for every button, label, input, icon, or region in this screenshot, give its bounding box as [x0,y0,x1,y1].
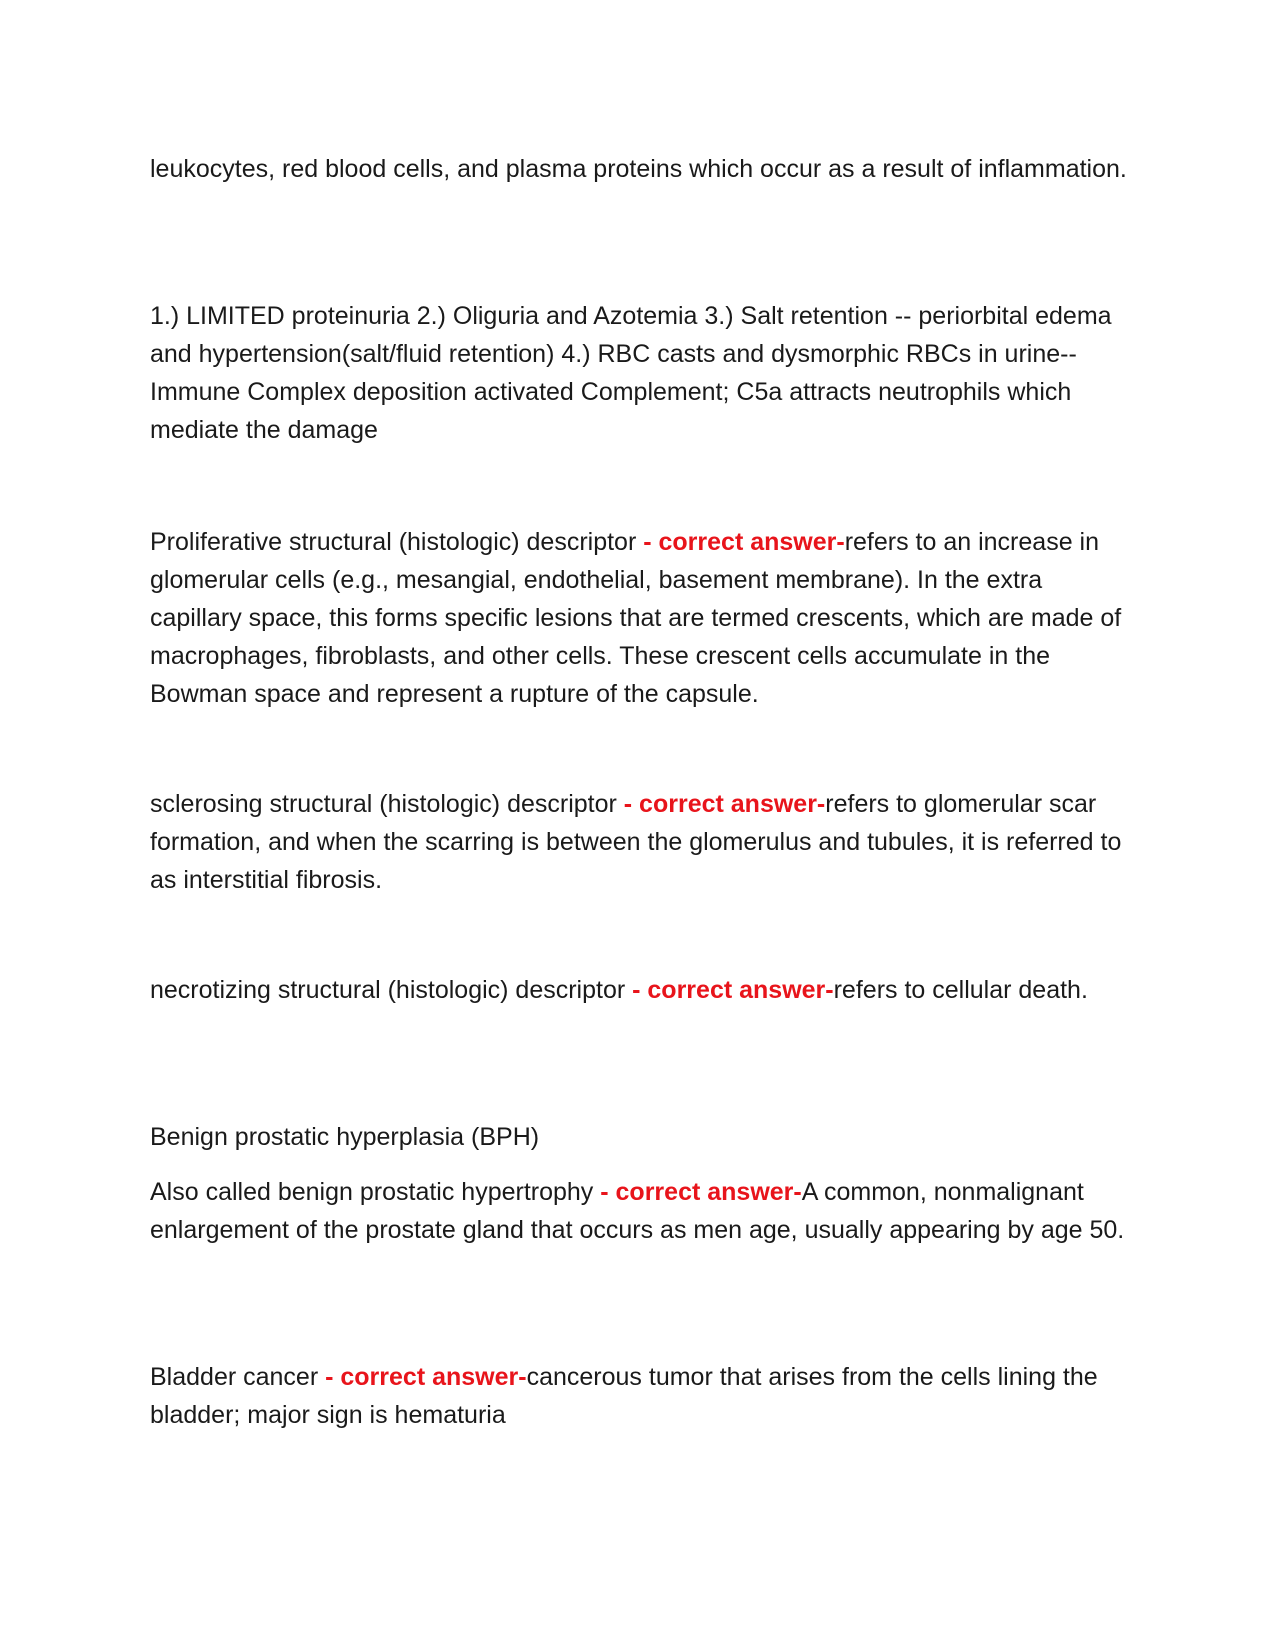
flashcard-sclerosing [150,785,1130,899]
correct-answer-label: - correct answer- [593,1178,802,1206]
answer-text: cancerous tumor that arises from the cells lining the bladder; major sign is hematuria [150,1363,1098,1429]
correct-answer-label: - correct answer- [625,976,834,1004]
flashcard-necrotizing [150,971,1130,1009]
term-text: Proliferative structural (histologic) descriptor [150,528,637,556]
flashcard-answer-nephritic [150,297,1130,449]
answer-text: refers to cellular death. [833,976,1088,1004]
term-text: Bladder cancer [150,1363,319,1391]
flashcard-continuation [150,150,1130,188]
flashcard-proliferative [150,523,1130,713]
flashcard-bph [150,1173,1130,1249]
answer-text: A common, nonmalignant enlargement of the prostate gland that occurs as men age, usually appearing by age 50. [150,1178,1125,1244]
answer-text: refers to an increase in glomerular cells (e.g., mesangial, endothelial, basement membrane). In the extra capillary space, this forms specific lesions that are termed crescents, which are made of macrophages, fibroblasts, and other cells. These crescent cells accumulate in the Bowman space and represent a rupture of the capsule. [150,528,1122,708]
answer-text: 1.) LIMITED proteinuria 2.) Oliguria and Azotemia 3.) Salt retention -- periorbital edema and hypertension(salt/fluid retention) 4.) RBC casts and dysmorphic RBCs in urine-- Immune Complex deposition activated Complement; C5a attracts neutrophils which mediate the damage [150,302,1112,444]
answer-text: leukocytes, red blood cells, and plasma proteins which occur as a result of inflammation. [150,155,1127,183]
correct-answer-label: - correct answer- [318,1363,527,1391]
term-text: Benign prostatic hyperplasia (BPH) [150,1123,540,1151]
correct-answer-label: - correct answer- [636,528,845,556]
term-text: Also called benign prostatic hypertrophy [150,1178,594,1206]
flashcard-bph-term [150,1118,1130,1156]
flashcard-bladder-cancer [150,1358,1130,1434]
answer-text: refers to glomerular scar formation, and when the scarring is between the glomerulus and tubules, it is referred to as interstitial fibrosis. [150,790,1122,894]
term-text: necrotizing structural (histologic) descriptor [150,976,626,1004]
term-text: sclerosing structural (histologic) descriptor [150,790,617,818]
correct-answer-label: - correct answer- [616,790,826,818]
